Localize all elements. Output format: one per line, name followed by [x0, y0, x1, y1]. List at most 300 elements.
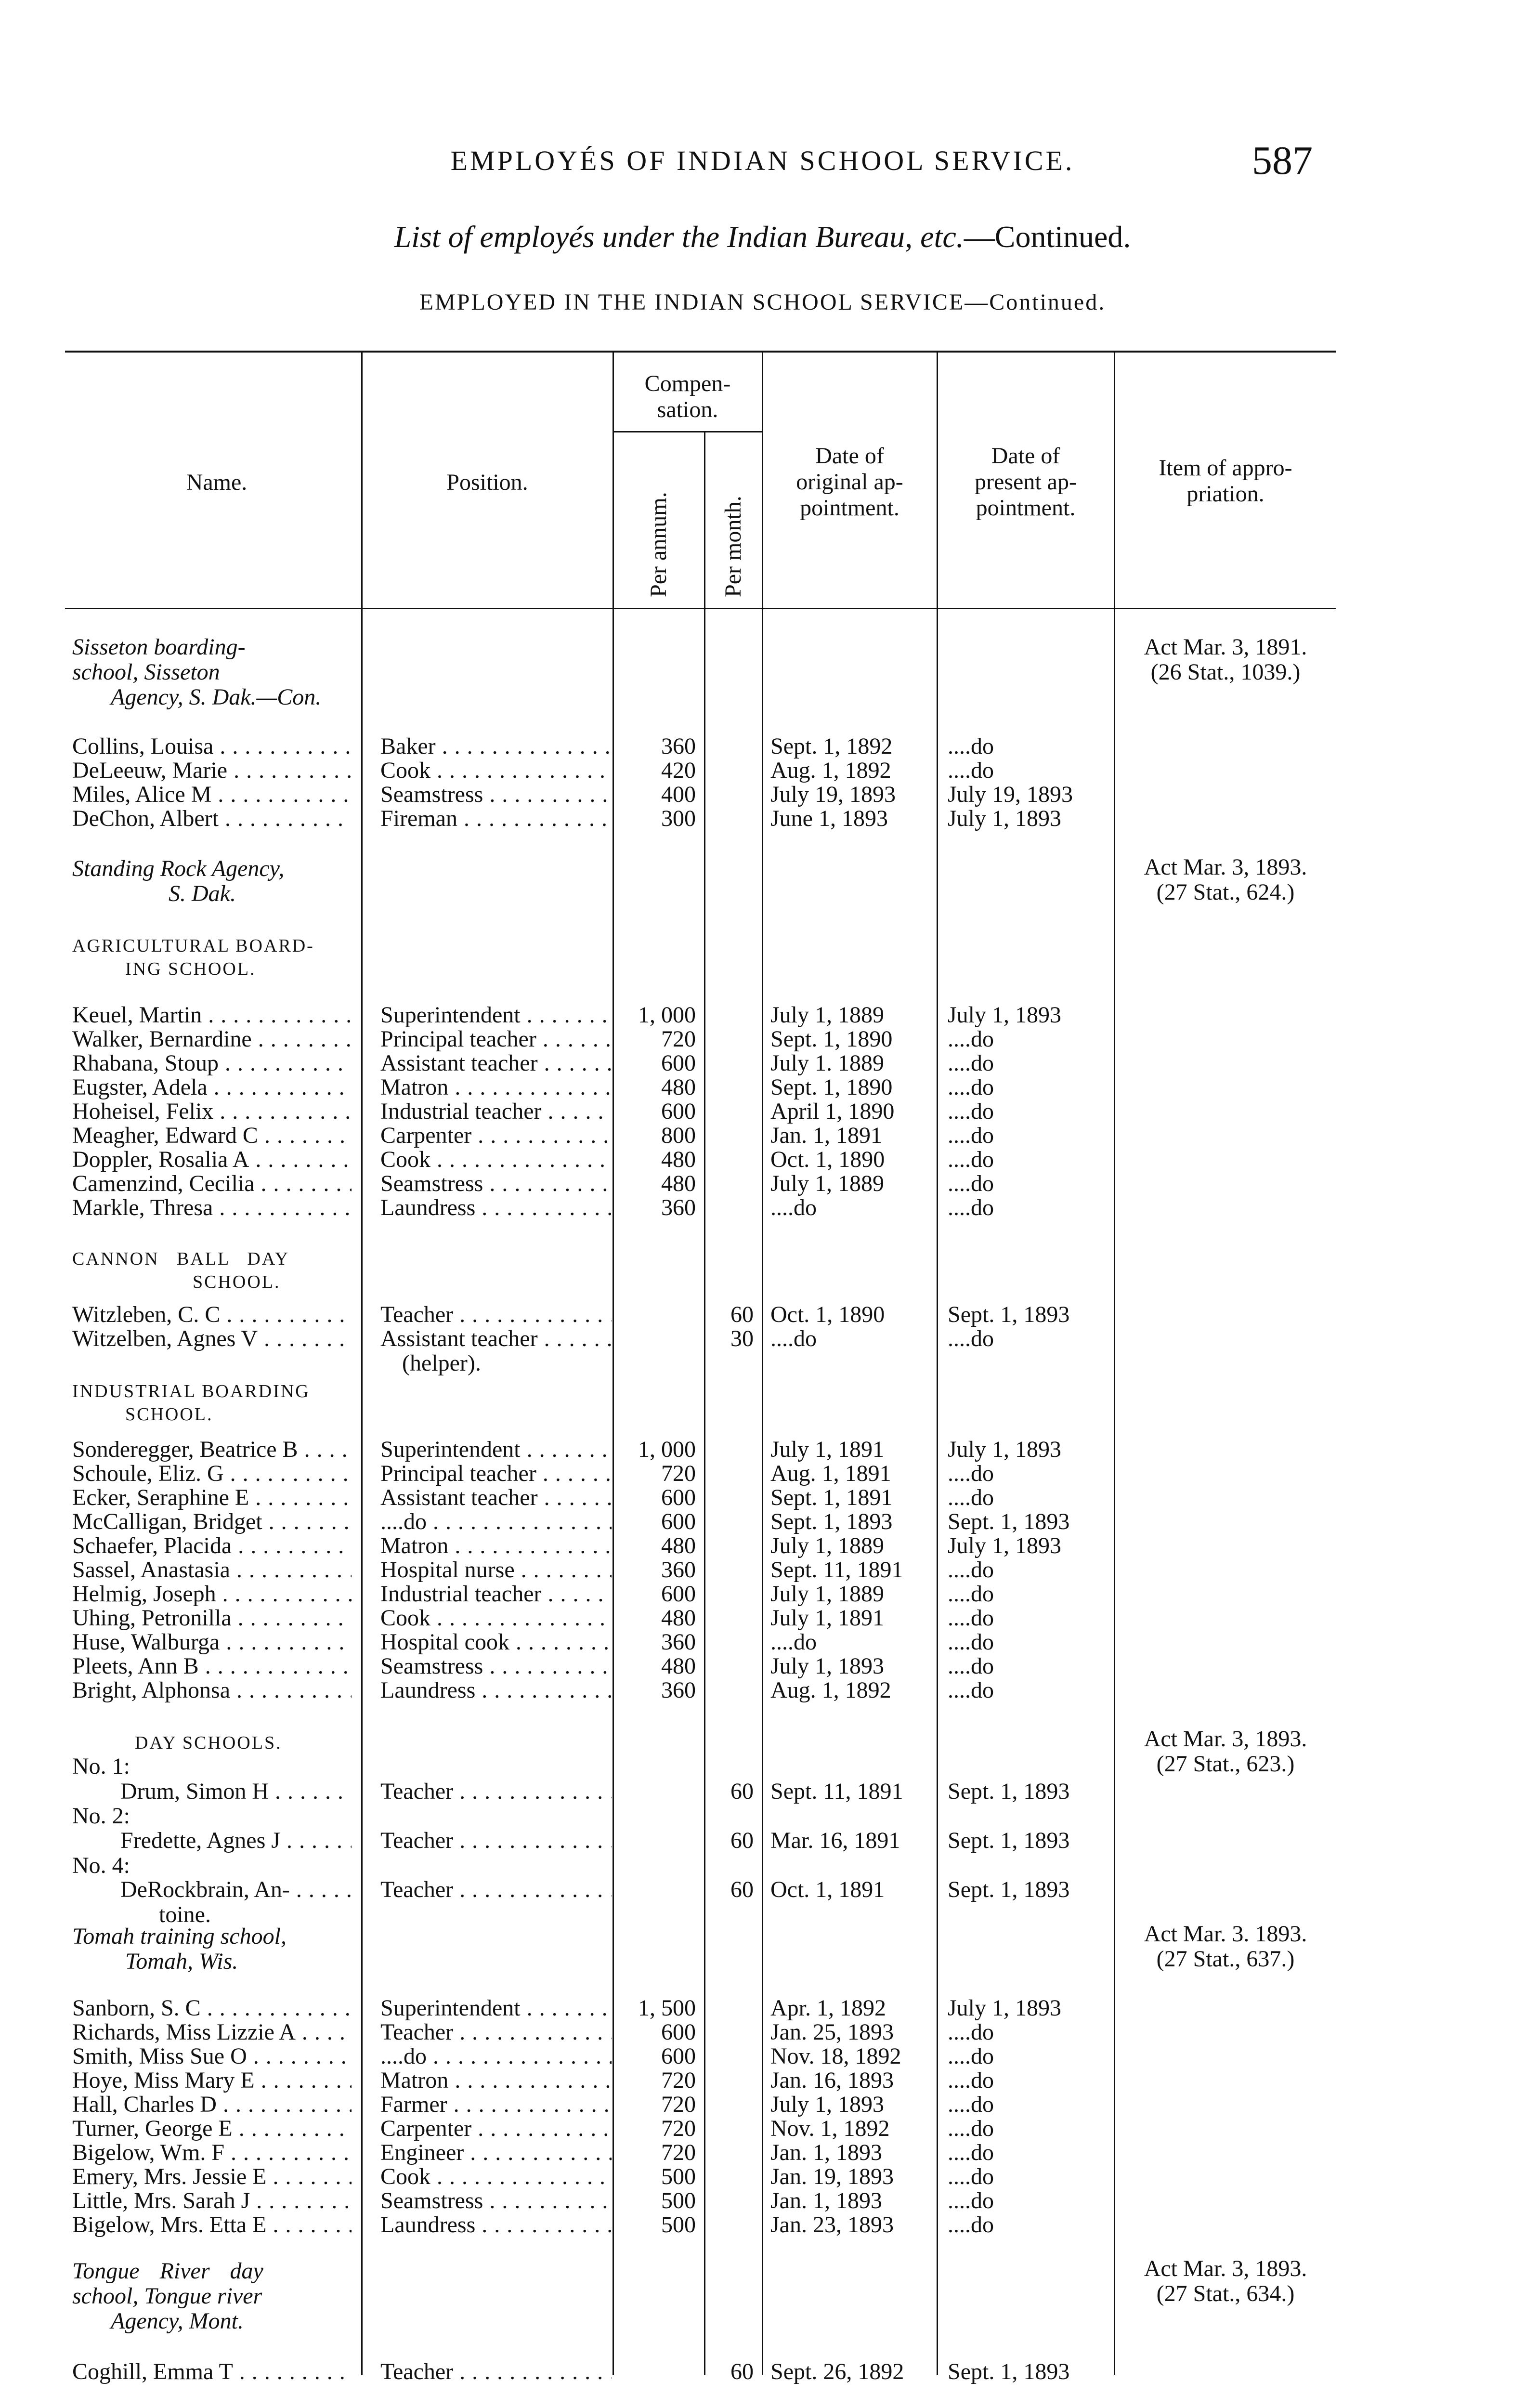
- cell-pa: 600: [661, 1099, 696, 1124]
- cell-position: ....do . . .: [380, 2044, 612, 2068]
- table-row: [0, 1438, 1525, 1462]
- cell-orig: July 1, 1891: [770, 1606, 885, 1630]
- table-row: [0, 2020, 1525, 2044]
- table-row: [0, 1003, 1525, 1027]
- table-row: [0, 1124, 1525, 1148]
- cell-pa: 720: [661, 2093, 696, 2117]
- cell-position: Farmer . . .: [380, 2093, 612, 2117]
- cell-name: Ecker, Seraphine E . . .: [72, 1486, 352, 1510]
- subhead-industrial: [72, 1380, 310, 1426]
- table-row: [0, 1510, 1525, 1534]
- group-line: Tongue River day: [72, 2258, 263, 2284]
- cell-name: Fredette, Agnes J . . .: [72, 1829, 352, 1853]
- item-stat: (27 Stat., 637.): [1156, 1946, 1295, 1972]
- cell-position: Matron . . .: [380, 1075, 612, 1099]
- cell-orig: Oct. 1, 1890: [770, 1148, 885, 1172]
- section-title: EMPLOYED IN THE INDIAN SCHOOL SERVICE—Continued.: [419, 289, 1106, 315]
- table-row: [0, 1534, 1525, 1558]
- header-bottom-rule: [65, 608, 1336, 609]
- cell-orig: Jan. 23, 1893: [770, 2213, 894, 2237]
- subhead-line: AGRICULTURAL BOARD-: [72, 936, 314, 956]
- cell-position: Carpenter . . .: [380, 1124, 612, 1148]
- cell-pa: 360: [661, 1196, 696, 1220]
- cell-orig: Jan. 25, 1893: [770, 2020, 894, 2044]
- date-original-line-2: original ap-: [796, 469, 903, 495]
- day-school-no-1: No. 1:: [72, 1754, 130, 1779]
- item-line-1: Item of appro-: [1159, 455, 1292, 481]
- item-standing-rock: [1115, 855, 1336, 905]
- cell-name: Schaefer, Placida . . .: [72, 1534, 352, 1558]
- table-row: [0, 2141, 1525, 2165]
- cell-position: Assistant teacher . . .: [380, 1327, 612, 1351]
- group-line: Agency, Mont.: [111, 2308, 244, 2334]
- col-name-header: Name.: [186, 470, 248, 495]
- cell-pa: 720: [661, 2068, 696, 2093]
- cell-position: Hospital nurse . . .: [380, 1558, 612, 1582]
- group-tongue-river: [72, 2259, 361, 2334]
- cell-name: Smith, Miss Sue O . . .: [72, 2044, 352, 2068]
- cell-orig: Nov. 18, 1892: [770, 2044, 901, 2068]
- cell-name: Markle, Thresa . . .: [72, 1196, 352, 1220]
- cell-position: Laundress . . .: [380, 1196, 612, 1220]
- cell-pa: 500: [661, 2189, 696, 2213]
- cell-position: Seamstress . . .: [380, 783, 612, 807]
- table-row: [0, 1558, 1525, 1582]
- table-row: [0, 1462, 1525, 1486]
- cell-pres: ....do: [948, 2093, 994, 2117]
- cell-orig: ....do: [770, 1630, 817, 1654]
- list-title: [0, 219, 1525, 255]
- cell-position: Seamstress . . .: [380, 1654, 612, 1678]
- cell-pa: 600: [661, 2020, 696, 2044]
- cell-pres: ....do: [948, 2165, 994, 2189]
- item-stat: (27 Stat., 624.): [1156, 879, 1295, 905]
- cell-orig: July 19, 1893: [770, 783, 896, 807]
- cell-name: Huse, Walburga . . .: [72, 1630, 352, 1654]
- cell-position: Assistant teacher . . .: [380, 1486, 612, 1510]
- group-line: Tomah, Wis.: [125, 1949, 238, 1974]
- cell-pm: 30: [730, 1327, 754, 1351]
- cell-pres: ....do: [948, 1075, 994, 1099]
- col-date-original-header: [763, 443, 937, 521]
- cell-name: Bigelow, Wm. F . . .: [72, 2141, 352, 2165]
- table-row: [0, 1027, 1525, 1051]
- cell-name: Bigelow, Mrs. Etta E . . .: [72, 2213, 352, 2237]
- item-sisseton: [1115, 635, 1336, 685]
- subhead-cannon-ball: [72, 1247, 289, 1294]
- table-row: [0, 2068, 1525, 2093]
- subhead-line: INDUSTRIAL BOARDING: [72, 1381, 310, 1401]
- cell-pm: 60: [730, 1829, 754, 1853]
- cell-position: Cook . . .: [380, 2165, 612, 2189]
- table-row: [0, 1075, 1525, 1099]
- cell-name: Richards, Miss Lizzie A . . .: [72, 2020, 352, 2044]
- cell-pa: 1, 000: [638, 1438, 696, 1462]
- group-line: S. Dak.: [169, 881, 236, 906]
- cell-name: Collins, Louisa . . .: [72, 734, 352, 759]
- cell-pa: 360: [661, 734, 696, 759]
- table-row: [0, 1878, 1525, 1902]
- table-row: [0, 1829, 1525, 1853]
- list-title-italic: List of employés under the Indian Bureau, etc.: [394, 220, 964, 254]
- cell-pres: ....do: [948, 2189, 994, 2213]
- cell-pres: ....do: [948, 1099, 994, 1124]
- group-sisseton: [72, 635, 361, 710]
- cell-position: Cook . . .: [380, 1148, 612, 1172]
- cell-pa: 480: [661, 1172, 696, 1196]
- cell-orig: Sept. 26, 1892: [770, 2360, 904, 2384]
- table-row: [0, 2093, 1525, 2117]
- table-row: [0, 1996, 1525, 2020]
- day-school-no-2: No. 2:: [72, 1803, 130, 1829]
- cell-pres: ....do: [948, 2141, 994, 2165]
- table-row: [0, 1196, 1525, 1220]
- group-line: Standing Rock Agency,: [72, 856, 285, 881]
- cell-pres: July 19, 1893: [948, 783, 1073, 807]
- date-present-line-2: present ap-: [975, 469, 1077, 495]
- table-row: [0, 1486, 1525, 1510]
- cell-orig: Sept. 1, 1892: [770, 734, 893, 759]
- table-row: [0, 2213, 1525, 2237]
- cell-orig: July 1. 1889: [770, 1051, 885, 1075]
- cell-name: Camenzind, Cecilia . . .: [72, 1172, 352, 1196]
- table-row: [0, 1582, 1525, 1606]
- table-row: [0, 1606, 1525, 1630]
- cell-pres: ....do: [948, 1051, 994, 1075]
- cell-pres: ....do: [948, 2044, 994, 2068]
- cell-position: Superintendent . . .: [380, 1438, 612, 1462]
- cell-pa: 480: [661, 1534, 696, 1558]
- table-row: [0, 759, 1525, 783]
- cell-pa: 500: [661, 2213, 696, 2237]
- subhead-line: SCHOOL.: [193, 1272, 281, 1292]
- cell-pa: 500: [661, 2165, 696, 2189]
- compensation-rule: [613, 431, 762, 432]
- cell-name: Meagher, Edward C . . .: [72, 1124, 352, 1148]
- cell-orig: April 1, 1890: [770, 1099, 895, 1124]
- table-row: [0, 1780, 1525, 1804]
- table-row: [0, 1678, 1525, 1702]
- table-row: [0, 2360, 1525, 2384]
- group-standing-rock: [72, 856, 361, 906]
- group-line: Sisseton boarding-: [72, 634, 246, 660]
- cell-orig: Sept. 1, 1890: [770, 1075, 893, 1099]
- cell-pres: ....do: [948, 1606, 994, 1630]
- cell-orig: Jan. 16, 1893: [770, 2068, 894, 2093]
- cell-pres: ....do: [948, 1678, 994, 1702]
- cell-name: Walker, Bernardine . . .: [72, 1027, 352, 1051]
- cell-orig: Aug. 1, 1892: [770, 1678, 891, 1702]
- cell-pres: ....do: [948, 1196, 994, 1220]
- cell-position: Teacher . . .: [380, 1829, 612, 1853]
- cell-orig: Oct. 1, 1890: [770, 1303, 885, 1327]
- day-row-continuation: toine.: [159, 1902, 211, 1927]
- cell-name: Hoye, Miss Mary E . . .: [72, 2068, 352, 2093]
- date-original-line-3: pointment.: [800, 495, 899, 521]
- cell-orig: July 1, 1891: [770, 1438, 885, 1462]
- item-stat: (27 Stat., 623.): [1156, 1751, 1295, 1777]
- cell-position: Superintendent . . .: [380, 1003, 612, 1027]
- cell-position: Seamstress . . .: [380, 1172, 612, 1196]
- cell-position: Cook . . .: [380, 1606, 612, 1630]
- cell-pa: 800: [661, 1124, 696, 1148]
- compensation-line-2: sation.: [657, 397, 718, 422]
- cell-pa: 480: [661, 1075, 696, 1099]
- col-position-header: Position.: [446, 470, 528, 495]
- cell-orig: Nov. 1, 1892: [770, 2117, 890, 2141]
- cell-name: Drum, Simon H . . .: [72, 1780, 352, 1804]
- cell-name: Pleets, Ann B . . .: [72, 1654, 352, 1678]
- cell-position: Cook . . .: [380, 759, 612, 783]
- cell-name: DeChon, Albert . . .: [72, 807, 352, 831]
- cell-pres: ....do: [948, 734, 994, 759]
- cell-orig: Sept. 1, 1890: [770, 1027, 893, 1051]
- table-row: [0, 1327, 1525, 1351]
- item-day-schools: [1115, 1727, 1336, 1777]
- cell-orig: Aug. 1, 1892: [770, 759, 891, 783]
- cell-orig: Mar. 16, 1891: [770, 1829, 900, 1853]
- cell-pm: 60: [730, 2360, 754, 2384]
- col-item-header: [1115, 455, 1336, 507]
- cell-pres: ....do: [948, 1124, 994, 1148]
- cell-pa: 480: [661, 1148, 696, 1172]
- table-row: [0, 1148, 1525, 1172]
- cell-orig: Sept. 1, 1891: [770, 1486, 893, 1510]
- cell-name: Turner, George E . . .: [72, 2117, 352, 2141]
- col-compensation-header: [613, 371, 762, 423]
- cell-orig: Apr. 1, 1892: [770, 1996, 886, 2020]
- running-title: EMPLOYÉS OF INDIAN SCHOOL SERVICE.: [450, 145, 1075, 176]
- cell-position: Superintendent . . .: [380, 1996, 612, 2020]
- item-tomah: [1115, 1922, 1336, 1972]
- cannon-helper-line: (helper).: [402, 1350, 481, 1376]
- item-act: Act Mar. 3. 1893.: [1144, 1921, 1307, 1947]
- cell-orig: ....do: [770, 1327, 817, 1351]
- cell-pres: ....do: [948, 1582, 994, 1606]
- cell-pres: ....do: [948, 1327, 994, 1351]
- col-per-annum-header: Per annum.: [646, 492, 671, 597]
- cell-name: Emery, Mrs. Jessie E . . .: [72, 2165, 352, 2189]
- subhead-agricultural: [72, 934, 314, 981]
- cell-pa: 400: [661, 783, 696, 807]
- cell-name: Eugster, Adela . . .: [72, 1075, 352, 1099]
- cell-pres: Sept. 1, 1893: [948, 1510, 1070, 1534]
- cell-pres: July 1, 1893: [948, 1996, 1062, 2020]
- group-line: Tomah training school,: [72, 1924, 287, 1949]
- cell-orig: Sept. 1, 1893: [770, 1510, 893, 1534]
- table-row: [0, 734, 1525, 759]
- cell-pa: 720: [661, 2117, 696, 2141]
- cell-pa: 600: [661, 2044, 696, 2068]
- cell-pa: 480: [661, 1606, 696, 1630]
- cell-pres: ....do: [948, 1172, 994, 1196]
- cell-pa: 720: [661, 2141, 696, 2165]
- date-present-line-1: Date of: [991, 443, 1060, 469]
- cell-pres: ....do: [948, 1558, 994, 1582]
- cell-position: Teacher . . .: [380, 1303, 612, 1327]
- cell-pres: Sept. 1, 1893: [948, 1780, 1070, 1804]
- cell-name: McCalligan, Bridget . . .: [72, 1510, 352, 1534]
- cell-position: Engineer . . .: [380, 2141, 612, 2165]
- table-top-rule: [65, 351, 1336, 353]
- cell-pres: ....do: [948, 1486, 994, 1510]
- cell-orig: June 1, 1893: [770, 807, 888, 831]
- cell-pres: July 1, 1893: [948, 1438, 1062, 1462]
- cell-pa: 600: [661, 1510, 696, 1534]
- cell-orig: Oct. 1, 1891: [770, 1878, 885, 1902]
- cell-pres: Sept. 1, 1893: [948, 1303, 1070, 1327]
- subhead-day-schools: DAY SCHOOLS.: [135, 1733, 282, 1753]
- table-row: [0, 2044, 1525, 2068]
- cell-orig: July 1, 1893: [770, 2093, 885, 2117]
- cell-position: Industrial teacher . . .: [380, 1099, 612, 1124]
- col-per-month-header: Per month.: [720, 496, 746, 597]
- cell-name: Rhabana, Stoup . . .: [72, 1051, 352, 1075]
- cell-pm: 60: [730, 1878, 754, 1902]
- cell-pm: 60: [730, 1780, 754, 1804]
- item-act: Act Mar. 3, 1893.: [1144, 854, 1307, 880]
- group-line: school, Tongue river: [72, 2283, 262, 2309]
- page-number: 587: [1252, 138, 1313, 183]
- table-row: [0, 1099, 1525, 1124]
- cell-pa: 420: [661, 759, 696, 783]
- cell-orig: Jan. 19, 1893: [770, 2165, 894, 2189]
- subhead-line: ING SCHOOL.: [125, 959, 256, 979]
- item-line-2: priation.: [1186, 481, 1264, 507]
- cell-name: Bright, Alphonsa . . .: [72, 1678, 352, 1702]
- cell-orig: Jan. 1, 1893: [770, 2141, 882, 2165]
- cell-position: Carpenter . . .: [380, 2117, 612, 2141]
- cell-position: Principal teacher . . .: [380, 1462, 612, 1486]
- table-row: [0, 2117, 1525, 2141]
- cell-pres: July 1, 1893: [948, 1003, 1062, 1027]
- cell-position: Baker . . .: [380, 734, 612, 759]
- cell-pm: 60: [730, 1303, 754, 1327]
- cell-name: DeLeeuw, Marie . . .: [72, 759, 352, 783]
- cell-pres: ....do: [948, 2068, 994, 2093]
- cell-name: Miles, Alice M . . .: [72, 783, 352, 807]
- cell-name: Helmig, Joseph . . .: [72, 1582, 352, 1606]
- cell-orig: Sept. 11, 1891: [770, 1780, 903, 1804]
- cell-pres: ....do: [948, 2213, 994, 2237]
- cell-pres: ....do: [948, 1630, 994, 1654]
- table-row: [0, 1654, 1525, 1678]
- table-row: [0, 807, 1525, 831]
- cell-name: Witzleben, C. C . . .: [72, 1303, 352, 1327]
- group-line: Agency, S. Dak.—Con.: [111, 684, 322, 710]
- item-stat: (26 Stat., 1039.): [1150, 659, 1301, 685]
- cell-name: Uhing, Petronilla . . .: [72, 1606, 352, 1630]
- cell-orig: July 1, 1893: [770, 1654, 885, 1678]
- cell-name: DeRockbrain, An- . . .: [72, 1878, 352, 1902]
- cell-pres: Sept. 1, 1893: [948, 2360, 1070, 2384]
- cell-orig: July 1, 1889: [770, 1534, 885, 1558]
- cell-position: Matron . . .: [380, 1534, 612, 1558]
- list-title-rest: —Continued.: [964, 220, 1131, 254]
- cell-position: Laundress . . .: [380, 1678, 612, 1702]
- cell-pa: 600: [661, 1582, 696, 1606]
- cell-position: Hospital cook . . .: [380, 1630, 612, 1654]
- group-line: school, Sisseton: [72, 659, 220, 685]
- cell-name: Sassel, Anastasia . . .: [72, 1558, 352, 1582]
- cell-pres: Sept. 1, 1893: [948, 1829, 1070, 1853]
- cell-pres: ....do: [948, 759, 994, 783]
- cell-name: Coghill, Emma T . . .: [72, 2360, 352, 2384]
- cell-pres: ....do: [948, 1654, 994, 1678]
- item-act: Act Mar. 3, 1893.: [1144, 2256, 1307, 2281]
- cell-position: Teacher . . .: [380, 2020, 612, 2044]
- cell-name: Witzelben, Agnes V . . .: [72, 1327, 352, 1351]
- cell-pres: ....do: [948, 1462, 994, 1486]
- cell-pres: ....do: [948, 2117, 994, 2141]
- cell-pa: 1, 500: [638, 1996, 696, 2020]
- cell-orig: Sept. 11, 1891: [770, 1558, 903, 1582]
- cell-position: Fireman . . .: [380, 807, 612, 831]
- cell-pres: ....do: [948, 1148, 994, 1172]
- table-row: [0, 783, 1525, 807]
- cell-orig: ....do: [770, 1196, 817, 1220]
- cell-pa: 600: [661, 1051, 696, 1075]
- group-tomah: [72, 1924, 361, 1974]
- cell-pres: ....do: [948, 1027, 994, 1051]
- cell-position: Teacher . . .: [380, 1780, 612, 1804]
- col-date-present-header: [938, 443, 1114, 521]
- compensation-line-1: Compen-: [644, 371, 731, 396]
- cell-pres: July 1, 1893: [948, 807, 1062, 831]
- cell-pres: Sept. 1, 1893: [948, 1878, 1070, 1902]
- cell-name: Sanborn, S. C . . .: [72, 1996, 352, 2020]
- date-present-line-3: pointment.: [976, 495, 1076, 521]
- cell-pa: 720: [661, 1027, 696, 1051]
- cell-orig: Aug. 1, 1891: [770, 1462, 891, 1486]
- cell-pres: ....do: [948, 2020, 994, 2044]
- cell-orig: July 1, 1889: [770, 1582, 885, 1606]
- item-act: Act Mar. 3, 1891.: [1144, 634, 1307, 660]
- subhead-line: SCHOOL.: [125, 1404, 213, 1425]
- cell-name: Keuel, Martin . . .: [72, 1003, 352, 1027]
- cell-orig: Jan. 1, 1891: [770, 1124, 882, 1148]
- cell-position: Seamstress . . .: [380, 2189, 612, 2213]
- table-row: [0, 1630, 1525, 1654]
- cell-orig: July 1, 1889: [770, 1172, 885, 1196]
- cell-pres: July 1, 1893: [948, 1534, 1062, 1558]
- cell-pa: 360: [661, 1630, 696, 1654]
- cell-pa: 300: [661, 807, 696, 831]
- table-row: [0, 1172, 1525, 1196]
- cell-orig: July 1, 1889: [770, 1003, 885, 1027]
- cell-name: Hoheisel, Felix . . .: [72, 1099, 352, 1124]
- cell-name: Schoule, Eliz. G . . .: [72, 1462, 352, 1486]
- cell-position: Assistant teacher . . .: [380, 1051, 612, 1075]
- table-row: [0, 1303, 1525, 1327]
- cell-position: Matron . . .: [380, 2068, 612, 2093]
- cell-position: ....do . . .: [380, 1510, 612, 1534]
- cell-name: Doppler, Rosalia A . . .: [72, 1148, 352, 1172]
- cell-pa: 720: [661, 1462, 696, 1486]
- item-act: Act Mar. 3, 1893.: [1144, 1726, 1307, 1752]
- cell-position: Teacher . . .: [380, 1878, 612, 1902]
- cell-name: Sonderegger, Beatrice B . . .: [72, 1438, 352, 1462]
- cell-orig: Jan. 1, 1893: [770, 2189, 882, 2213]
- cell-name: Hall, Charles D . . .: [72, 2093, 352, 2117]
- cell-name: Little, Mrs. Sarah J . . .: [72, 2189, 352, 2213]
- cell-pa: 600: [661, 1486, 696, 1510]
- cell-position: Teacher . . .: [380, 2360, 612, 2384]
- cell-position: Laundress . . .: [380, 2213, 612, 2237]
- table-row: [0, 2189, 1525, 2213]
- cell-pa: 480: [661, 1654, 696, 1678]
- item-tongue-river: [1115, 2256, 1336, 2306]
